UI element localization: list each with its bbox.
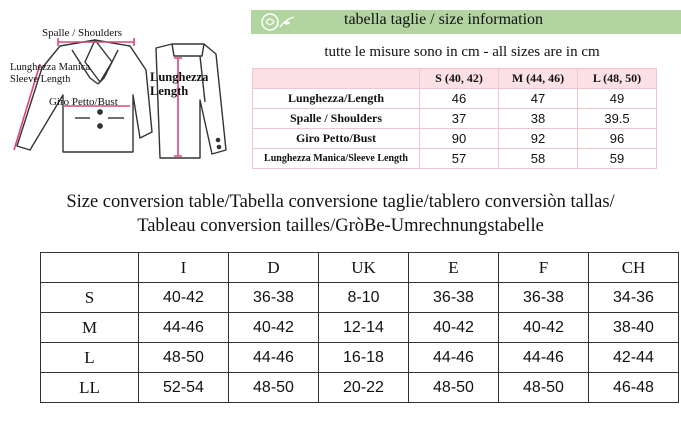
size-table-header bbox=[253, 69, 657, 89]
conversion-cell: 12-14 bbox=[319, 313, 409, 343]
size-cell: 49 bbox=[578, 89, 657, 109]
size-row-label: Lunghezza/Length bbox=[253, 89, 420, 109]
conversion-title-line-1: Size conversion table/Tabella conversione taglie/tablero conversiòn tallas/ bbox=[66, 192, 615, 212]
jacket-drawing bbox=[0, 0, 250, 180]
jacket-diagram bbox=[0, 0, 250, 180]
size-cell: 90 bbox=[420, 129, 499, 149]
size-table bbox=[252, 68, 657, 169]
conversion-cell: 44-46 bbox=[409, 343, 499, 373]
conversion-cell: 38-40 bbox=[589, 313, 679, 343]
conversion-row-label: L bbox=[41, 343, 139, 373]
conversion-col-header: D bbox=[229, 253, 319, 283]
conversion-col-header: UK bbox=[319, 253, 409, 283]
bust-label: Giro Petto/Bust bbox=[49, 96, 118, 108]
conversion-cell: 40-42 bbox=[139, 283, 229, 313]
size-cell: 57 bbox=[420, 149, 499, 169]
conversion-row bbox=[41, 373, 679, 403]
conversion-cell: 20-22 bbox=[319, 373, 409, 403]
size-cell: 92 bbox=[499, 129, 578, 149]
size-cell: 59 bbox=[578, 149, 657, 169]
conversion-col-header: I bbox=[139, 253, 229, 283]
page-title: tabella taglie / size information bbox=[344, 11, 544, 28]
size-col-header: S (40, 42) bbox=[420, 69, 499, 89]
conversion-cell: 16-18 bbox=[319, 343, 409, 373]
conversion-cell: 46-48 bbox=[589, 373, 679, 403]
size-row-label: Lunghezza Manica/Sleeve Length bbox=[253, 149, 420, 169]
conversion-row bbox=[41, 343, 679, 373]
conversion-table bbox=[40, 252, 679, 403]
units-note: tutte le misure sono in cm - all sizes are in cm bbox=[324, 44, 600, 60]
size-cell: 46 bbox=[420, 89, 499, 109]
conversion-row-label: LL bbox=[41, 373, 139, 403]
conversion-cell: 40-42 bbox=[409, 313, 499, 343]
size-table-row bbox=[253, 129, 657, 149]
size-table-row bbox=[253, 89, 657, 109]
rose-icon bbox=[256, 11, 298, 33]
size-row-label: Spalle / Shoulders bbox=[253, 109, 420, 129]
conversion-cell: 44-46 bbox=[499, 343, 589, 373]
conversion-cell: 44-46 bbox=[139, 313, 229, 343]
conversion-row-label: S bbox=[41, 283, 139, 313]
conversion-col-header: E bbox=[409, 253, 499, 283]
size-table-row bbox=[253, 109, 657, 129]
size-table-row bbox=[253, 149, 657, 169]
conversion-cell: 36-38 bbox=[409, 283, 499, 313]
conversion-cell: 44-46 bbox=[229, 343, 319, 373]
shoulders-label: Spalle / Shoulders bbox=[42, 27, 123, 39]
conversion-cell: 48-50 bbox=[409, 373, 499, 403]
conversion-header-blank bbox=[41, 253, 139, 283]
conversion-cell: 8-10 bbox=[319, 283, 409, 313]
conversion-title-line-2: Tableau conversion tailles/GròBe-Umrechnungstabelle bbox=[137, 216, 544, 236]
size-col-header: L (48, 50) bbox=[578, 69, 657, 89]
conversion-cell: 42-44 bbox=[589, 343, 679, 373]
size-cell: 39.5 bbox=[578, 109, 657, 129]
conversion-cell: 48-50 bbox=[499, 373, 589, 403]
conversion-col-header: CH bbox=[589, 253, 679, 283]
sleeve-length-label: Lunghezza Manica Sleeve Length bbox=[10, 62, 91, 85]
conversion-row bbox=[41, 283, 679, 313]
size-row-label: Giro Petto/Bust bbox=[253, 129, 420, 149]
conversion-cell: 36-38 bbox=[229, 283, 319, 313]
conversion-cell: 48-50 bbox=[139, 343, 229, 373]
conversion-header-row bbox=[41, 253, 679, 283]
conversion-col-header: F bbox=[499, 253, 589, 283]
conversion-row-label: M bbox=[41, 313, 139, 343]
size-cell: 38 bbox=[499, 109, 578, 129]
size-cell: 96 bbox=[578, 129, 657, 149]
conversion-cell: 36-38 bbox=[499, 283, 589, 313]
size-col-header: M (44, 46) bbox=[499, 69, 578, 89]
conversion-cell: 40-42 bbox=[499, 313, 589, 343]
conversion-cell: 40-42 bbox=[229, 313, 319, 343]
size-cell: 37 bbox=[420, 109, 499, 129]
length-label: Lunghezza Length bbox=[150, 70, 209, 98]
conversion-title bbox=[0, 190, 681, 238]
size-cell: 58 bbox=[499, 149, 578, 169]
conversion-cell: 48-50 bbox=[229, 373, 319, 403]
conversion-row bbox=[41, 313, 679, 343]
size-cell: 47 bbox=[499, 89, 578, 109]
size-header-blank bbox=[253, 69, 420, 89]
conversion-cell: 34-36 bbox=[589, 283, 679, 313]
conversion-cell: 52-54 bbox=[139, 373, 229, 403]
